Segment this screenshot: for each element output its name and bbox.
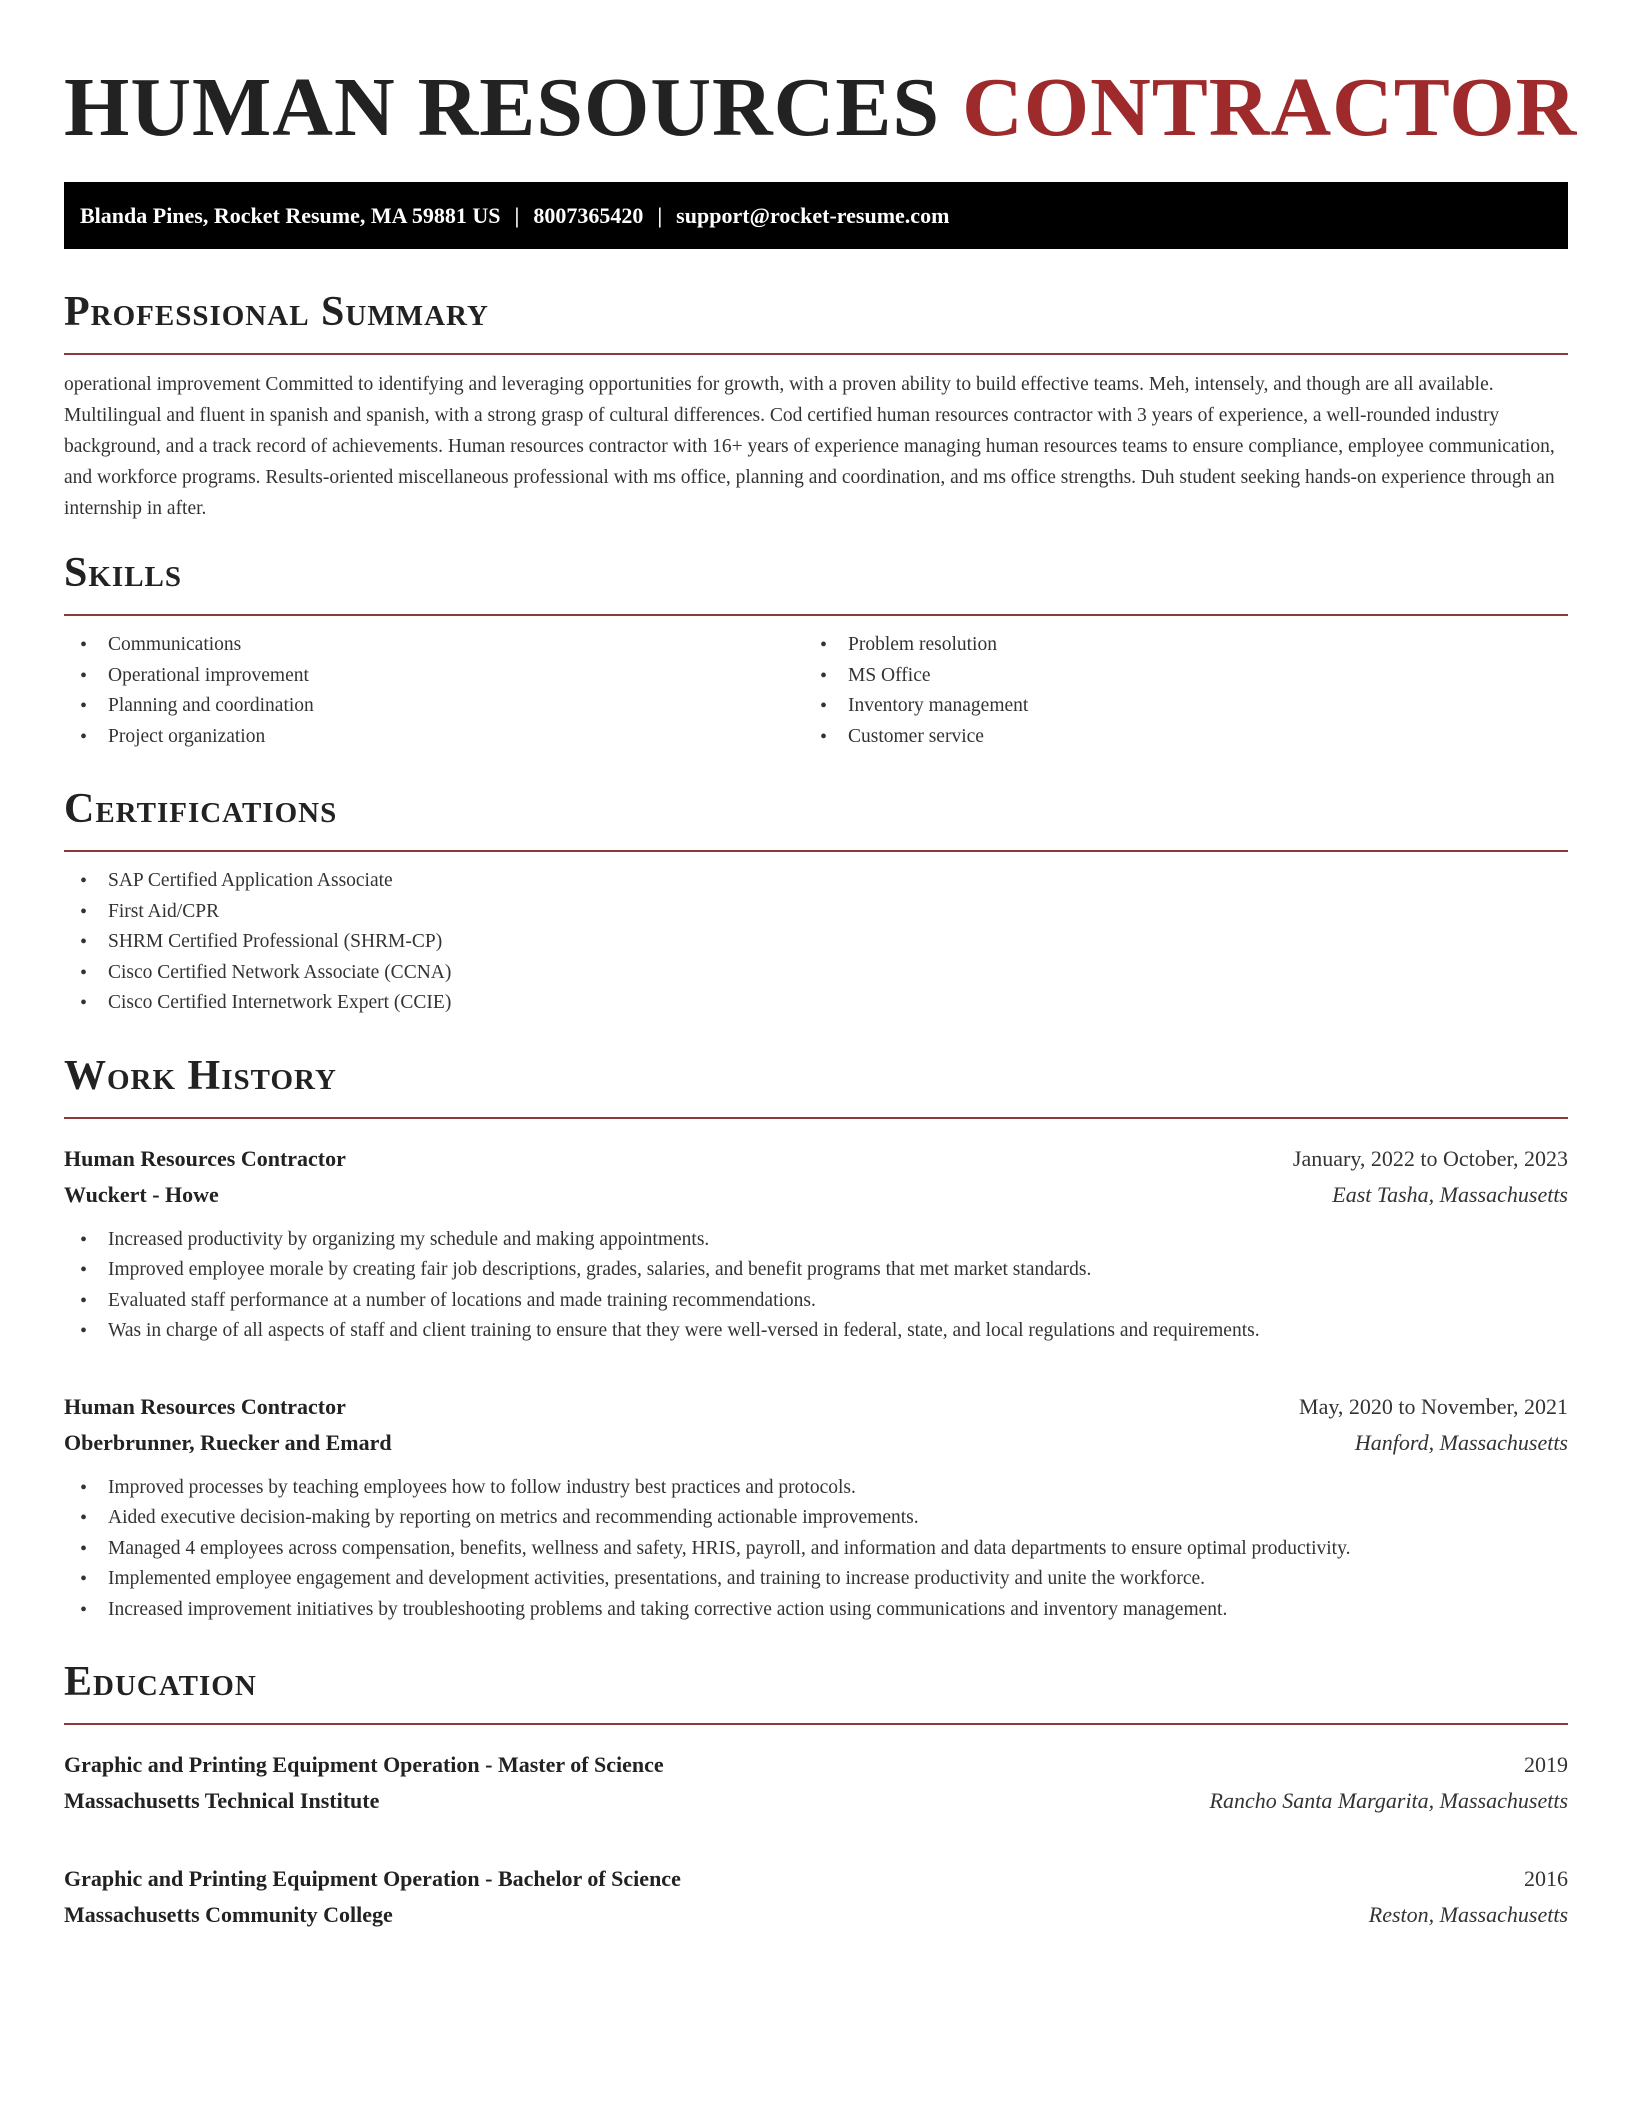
- education-entry-header: [64, 1747, 1568, 1783]
- job-title: Human Resources Contractor: [64, 1145, 346, 1171]
- job-location: East Tasha, Massachusetts: [1332, 1181, 1568, 1207]
- section-divider: [64, 614, 1568, 616]
- name-last: CONTRACTOR: [962, 61, 1578, 154]
- skills-column-left: [64, 630, 804, 752]
- section-divider: [64, 1723, 1568, 1725]
- certification-item: • SHRM Certified Professional (SHRM-CP): [64, 927, 1568, 958]
- school-location: Reston, Massachusetts: [1368, 1902, 1568, 1927]
- contact-address: Blanda Pines, Rocket Resume, MA 59881 US: [80, 202, 501, 228]
- education-entry: [64, 1861, 1568, 1933]
- skills-list: [64, 630, 1568, 752]
- work-entry: [64, 1141, 1568, 1347]
- company-name: Oberbrunner, Ruecker and Emard: [64, 1429, 392, 1455]
- skill-item: • Inventory management: [804, 691, 1544, 722]
- certification-item: • Cisco Certified Internetwork Expert (CCIE): [64, 988, 1568, 1019]
- job-dates: May, 2020 to November, 2021: [1299, 1393, 1568, 1419]
- job-duty-item: • Evaluated staff performance at a number of locations and made training recommendations.: [64, 1286, 1568, 1317]
- education-entry-header: [64, 1861, 1568, 1897]
- job-duty-item: • Increased productivity by organizing my schedule and making appointments.: [64, 1225, 1568, 1256]
- school-name: Massachusetts Technical Institute: [64, 1788, 380, 1813]
- degree-name: Graphic and Printing Equipment Operation - Bachelor of Science: [64, 1866, 681, 1891]
- skill-item: • Project organization: [64, 722, 804, 753]
- section-title-summary: Professional Summary: [64, 289, 489, 335]
- graduation-year: 2019: [1524, 1752, 1568, 1777]
- contact-phone: 8007365420: [533, 202, 644, 228]
- section-title-education: Education: [64, 1659, 257, 1705]
- job-dates: January, 2022 to October, 2023: [1292, 1145, 1568, 1171]
- education-entry-subheader: [64, 1783, 1568, 1819]
- job-duties: [64, 1473, 1568, 1626]
- section-divider: [64, 353, 1568, 355]
- work-entry-subheader: [64, 1425, 1568, 1461]
- job-duty-item: • Improved employee morale by creating fair job descriptions, grades, salaries, and benefit programs that met market standards.: [64, 1255, 1568, 1286]
- work-entry-header: [64, 1141, 1568, 1177]
- section-title-work-history: Work History: [64, 1052, 337, 1099]
- section-title-skills: Skills: [64, 550, 183, 596]
- job-duty-item: • Improved processes by teaching employees how to follow industry best practices and protocols.: [64, 1473, 1568, 1504]
- section-title-certifications: Certifications: [64, 786, 338, 832]
- skill-item: • Communications: [64, 630, 804, 661]
- job-title: Human Resources Contractor: [64, 1393, 346, 1419]
- summary-text: operational improvement Committed to identifying and leveraging opportunities for growth, with a proven ability to build effective teams. Meh, intensely, and though are all available. Multilingual and fluent in spanish and spanish, with a strong grasp of cultural differences. Cod certified human resources contractor with 3 years of experience, a well-rounded industry background, and a track record of achievements. Human resources contractor with 16+ years of experience managing human resources teams to ensure compliance, employee communication, and workforce programs. Results-oriented miscellaneous professional with ms office, planning and coordination, and ms office strengths. Duh student seeking hands-on experience through an internship in after.: [64, 374, 1555, 519]
- skill-item: • MS Office: [804, 661, 1544, 692]
- job-duty-item: • Implemented employee engagement and development activities, presentations, and training to increase productivity and unite the workforce.: [64, 1564, 1568, 1595]
- school-name: Massachusetts Community College: [64, 1902, 393, 1927]
- skill-item: • Problem resolution: [804, 630, 1544, 661]
- school-location: Rancho Santa Margarita, Massachusetts: [1209, 1788, 1568, 1813]
- contact-separator: |: [514, 202, 520, 228]
- contact-email: support@rocket-resume.com: [676, 202, 950, 228]
- skill-item: • Planning and coordination: [64, 691, 804, 722]
- name-first: HUMAN RESOURCES: [64, 61, 941, 154]
- skill-item: • Customer service: [804, 722, 1544, 753]
- work-entry-subheader: [64, 1177, 1568, 1213]
- certification-item: • SAP Certified Application Associate: [64, 866, 1568, 897]
- work-entry: [64, 1389, 1568, 1626]
- section-divider: [64, 1117, 1568, 1119]
- degree-name: Graphic and Printing Equipment Operation - Master of Science: [64, 1752, 664, 1777]
- skill-item: • Operational improvement: [64, 661, 804, 692]
- certification-item: • Cisco Certified Network Associate (CCNA): [64, 958, 1568, 989]
- certification-item: • First Aid/CPR: [64, 897, 1568, 928]
- certifications-list: [64, 866, 1568, 1019]
- job-duty-item: • Increased improvement initiatives by troubleshooting problems and taking corrective action using communications and inventory management.: [64, 1595, 1568, 1626]
- graduation-year: 2016: [1524, 1866, 1568, 1891]
- candidate-name: [64, 61, 1578, 154]
- education-entry: [64, 1747, 1568, 1819]
- company-name: Wuckert - Howe: [64, 1181, 219, 1207]
- work-entry-header: [64, 1389, 1568, 1425]
- section-divider: [64, 850, 1568, 852]
- job-duty-item: • Managed 4 employees across compensation, benefits, wellness and safety, HRIS, payroll, and information and data departments to ensure optimal productivity.: [64, 1534, 1568, 1565]
- job-location: Hanford, Massachusetts: [1354, 1429, 1568, 1455]
- contact-separator: |: [657, 202, 663, 228]
- skills-column-right: [804, 630, 1544, 752]
- education-entry-subheader: [64, 1897, 1568, 1933]
- job-duty-item: • Was in charge of all aspects of staff and client training to ensure that they were well-versed in federal, state, and local regulations and requirements.: [64, 1316, 1568, 1347]
- job-duties: [64, 1225, 1568, 1347]
- contact-bar: [64, 182, 1568, 249]
- job-duty-item: • Aided executive decision-making by reporting on metrics and recommending actionable improvements.: [64, 1503, 1568, 1534]
